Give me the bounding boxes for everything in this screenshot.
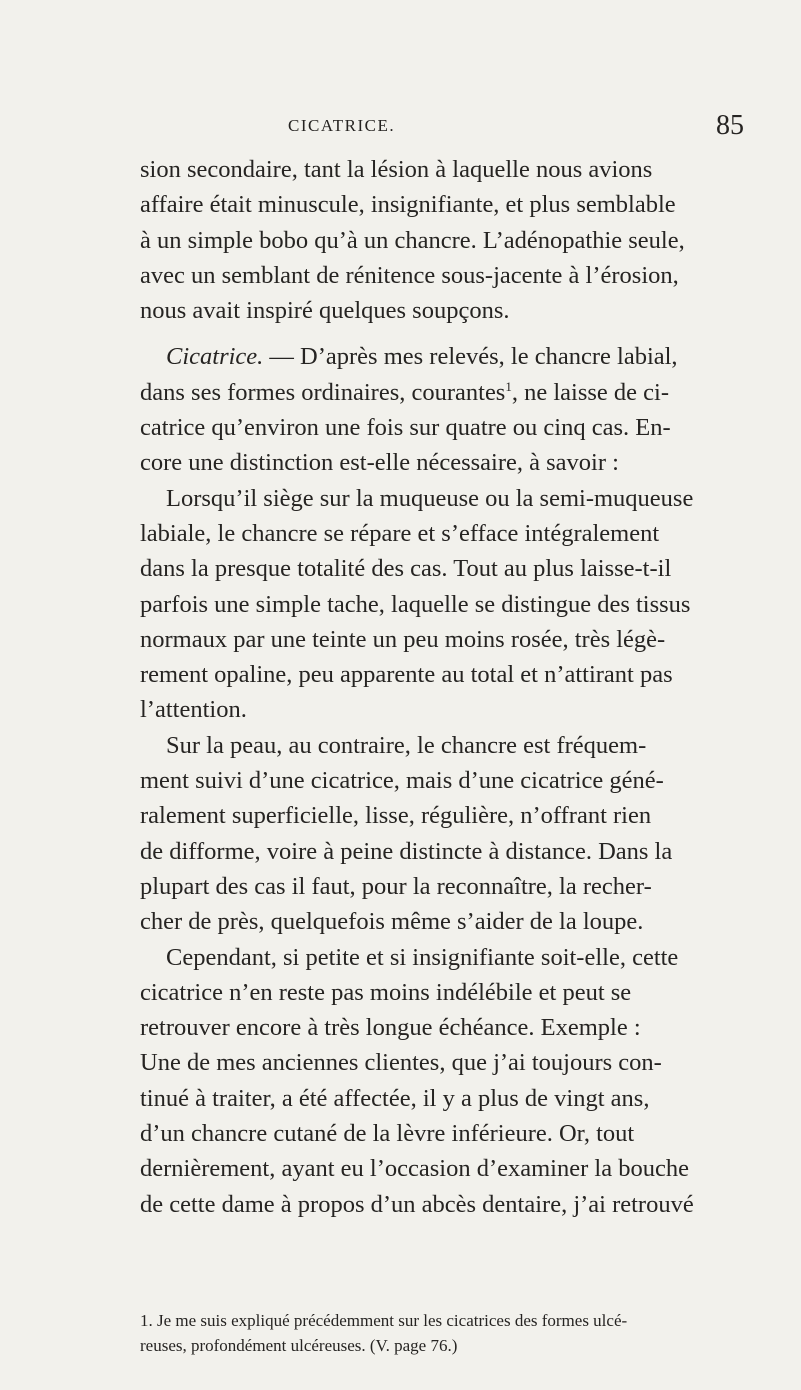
text-line: Cependant, si petite et si insignifiante soit-elle, cette (166, 943, 679, 971)
text-line: tinué à traiter, a été affectée, il y a plus de vingt ans, (140, 1084, 650, 1112)
page-number: 85 (716, 110, 744, 141)
text-line: labiale, le chancre se répare et s’efface intégralement (140, 519, 660, 547)
text-line: cher de près, quelquefois même s’aider de la loupe. (140, 908, 644, 936)
text-line: rement opaline, peu apparente au total et n’attirant pas (140, 661, 673, 689)
text-line: core une distinction est-elle nécessaire, à savoir : (140, 449, 619, 477)
footnote-line: 1. Je me suis expliqué précédemment sur les cicatrices des formes ulcé- (140, 1311, 628, 1330)
text-line: retrouver encore à très longue échéance. Exemple : (140, 1014, 641, 1042)
footnote (140, 1308, 740, 1358)
footnote-marker: 1 (505, 378, 512, 394)
text-line: Sur la peau, au contraire, le chancre est fréquem- (166, 731, 647, 759)
text-line: d’un chancre cutané de la lèvre inférieure. Or, tout (140, 1120, 635, 1148)
text-line: à un simple bobo qu’à un chancre. L’adénopathie seule, (140, 226, 685, 254)
page-header (0, 110, 801, 140)
text-line: ralement superficielle, lisse, régulière, n’offrant rien (140, 802, 652, 830)
text-line: catrice qu’environ une fois sur quatre ou cinq cas. En- (140, 414, 671, 442)
running-title: CICATRICE. (288, 116, 396, 135)
body-text (140, 152, 740, 1222)
text-line: parfois une simple tache, laquelle se distingue des tissus (140, 590, 691, 618)
text-line: Cicatrice. — D’après mes relevés, le chancre labial, (166, 343, 678, 371)
text-line: de difforme, voire à peine distincte à distance. Dans la (140, 837, 673, 865)
text-line: Une de mes anciennes clientes, que j’ai toujours con- (140, 1049, 662, 1077)
text-line: dans ses formes ordinaires, courantes$^1$, ne laisse de ci- (140, 378, 670, 406)
text-line: ment suivi d’une cicatrice, mais d’une cicatrice géné- (140, 767, 664, 795)
footnote-line: reuses, profondément ulcéreuses. (V. page 76.) (140, 1336, 458, 1355)
text-line: nous avait inspiré quelques soupçons. (140, 297, 510, 325)
text-line: l’attention. (140, 696, 247, 724)
text-line: avec un semblant de rénitence sous-jacente à l’érosion, (140, 261, 679, 289)
section-heading: Cicatrice. (166, 343, 264, 371)
text-line: dans la presque totalité des cas. Tout au plus laisse-t-il (140, 555, 672, 583)
text-line: cicatrice n’en reste pas moins indélébile et peut se (140, 978, 632, 1006)
paragraph-gap (140, 328, 740, 339)
text-line: dernièrement, ayant eu l’occasion d’examiner la bouche (140, 1155, 689, 1183)
text-line: de cette dame à propos d’un abcès dentaire, j’ai retrouvé (140, 1190, 694, 1218)
text-line: sion secondaire, tant la lésion à laquelle nous avions (140, 156, 653, 183)
text-line: normaux par une teinte un peu moins rosée, très légè- (140, 625, 666, 653)
text-line: Lorsqu’il siège sur la muqueuse ou la semi-muqueuse (166, 484, 694, 512)
text-line: affaire était minuscule, insignifiante, et plus semblable (140, 191, 676, 219)
text-line: plupart des cas il faut, pour la reconnaître, la recher- (140, 872, 652, 900)
